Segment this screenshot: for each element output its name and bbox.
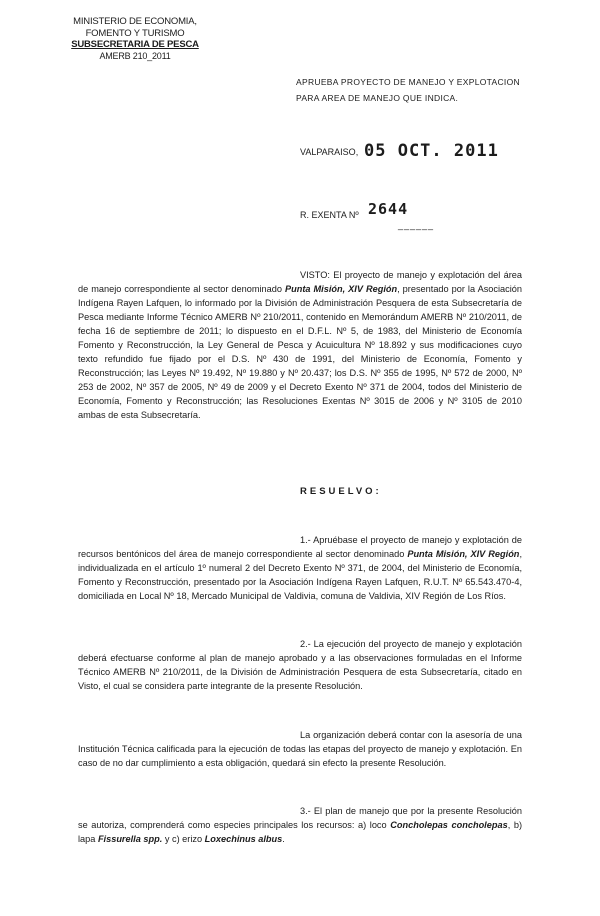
visto-paragraph: VISTO: El proyecto de manejo y explotación del área de manejo correspondiente al sector denominado Punta Misión, XIV Región, presentado por la Asociación Indígena Rayen Lafquen, lo informado por la División de Administración Pesquera de esta Subsecretaría de Pesca mediante Informe Técnico AMERB Nº 210/2011, contenido en Memorándum AMERB Nº 210/2011, de fecha 16 de septiembre de 2011; lo dispuesto en el D.F.L. Nº 5, de 1983, del Ministerio de Economía Fomento y Reconstrucción, la Ley General de Pesca y Acuicultura Nº 18.892 y sus modificaciones cuyo texto refundido fue fijado por el D.S. Nº 430 de 1991, del Ministerio de Economía, Fomento y Reconstrucción; las Leyes Nº 19.492, Nº 19.880 y Nº 20.437; los D.S. Nº 355 de 1995, Nº 572 de 2000, Nº 253 de 2002, Nº 357 de 2005, Nº 49 de 2009 y el Decreto Exento Nº 371 de 2004, todos del Ministerio de Economía, Fomento y Reconstrucción; las Resoluciones Exentas Nº 3015 de 2006 y Nº 3105 de 2010 ambas de esta Subsecretaría.	[78, 270, 523, 420]
species-3: Loxechinus albus	[204, 834, 283, 844]
ministry-subtitle: FOMENTO Y TURISMO	[85, 27, 185, 39]
subject-line-1: APRUEBA PROYECTO DE MANEJO Y EXPLOTACION	[296, 77, 520, 87]
item-2-paragraph: 2.- La ejecución del proyecto de manejo y explotación deberá efectuarse conforme al plan de manejo aprobado y a las observaciones formuladas en el Informe Técnico AMERB Nº 210/2011, de la División de Administración Pesquera de esta Subsecretaría, citado en Visto, el cual se considera parte integrante de la presente Resolución.	[78, 639, 522, 691]
exenta-number: 2644	[368, 200, 409, 218]
letterhead	[60, 16, 210, 62]
item-1-paragraph: 1.- Apruébase el proyecto de manejo y explotación de recursos bentónicos del área de manejo correspondiente al sector denominado Punta Misión, XIV Región, individualizada en el artículo 1º numeral 2 del Decreto Exento Nº 371, de 2004, del Ministerio de Economía, Fomento y Reconstrucción, presentado por la Asociación Indígena Rayen Lafquen, R.U.T. Nº 65.543.470-4, domiciliada en Local Nº 18, Mercado Municipal de Valdivia, comuna de Valdivia, XIV Región de Los Ríos.	[78, 535, 522, 601]
stamped-date: 05 OCT. 2011	[364, 141, 499, 161]
subsecretariat-name: SUBSECRETARIA DE PESCA	[71, 39, 199, 50]
organization-paragraph: La organización deberá contar con la asesoría de una Institución Técnica calificada para la ejecución de todas las etapas del proyecto de manejo y explotación. En caso de no dar cumplimiento a esta obligación, quedará sin efecto la presente Resolución.	[78, 730, 522, 768]
item-1-sector: Punta Misión, XIV Región	[407, 549, 520, 559]
item-3-paragraph: 3.- El plan de manejo que por la presente Resolución se autoriza, comprenderá como especies principales los recursos: a) loco Concholepas concholepas, b) lapa Fissurella spp. y c) erizo Loxechinus albus.	[78, 806, 523, 844]
resuelvo-heading: RESUELVO:	[300, 486, 382, 497]
document-reference: AMERB 210_2011	[99, 50, 171, 61]
exenta-blank-line: ______	[398, 220, 435, 230]
ministry-name: MINISTERIO DE ECONOMIA,	[73, 16, 197, 27]
species-1: Concholepas concholepas	[390, 820, 508, 830]
document-subject	[296, 74, 546, 106]
species-2: Fissurella spp.	[97, 834, 163, 844]
subject-line-2: PARA AREA DE MANEJO QUE INDICA.	[296, 93, 459, 103]
exenta-label: R. EXENTA Nº	[300, 210, 359, 220]
place-name: VALPARAISO,	[300, 147, 359, 157]
visto-sector: Punta Misión, XIV Región	[285, 284, 398, 294]
